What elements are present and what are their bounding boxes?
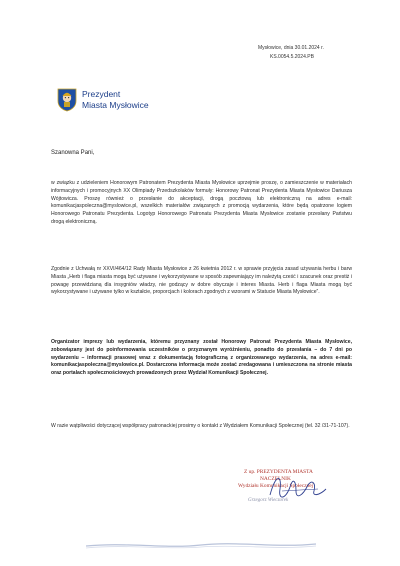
paragraph-contact: W razie wątpliwości dotyczącej współpracy patronackiej prosimy o kontakt z Wydziałem Komunikacji Społecznej (tel. 32 /31-71-107). (51, 423, 350, 429)
sender-city: Miasta Mysłowice (82, 100, 149, 110)
paragraph-resolution: Zgodnie z Uchwałą nr XXVI/464/12 Rady Miasta Mysłowice z 26 kwietnia 2012 r. w sprawie przyjęcia zasad używania herbu i barw Miasta „Herb i flaga miasta mogą być używane i wykorzystywane w sposób zapewniający im należytą cześć i szacunek oraz prestiż i powagę przewidzianą dla insygniów władzy, nie godzący w dobre obyczaje i interes Miasta. Herb i flaga Miasta mogą być wykorzystywane i używane tylko w kształcie, proporcjach i kolorach zgodnych z wzorami w Statucie Miasta Mysłowice”. (51, 266, 352, 296)
signature-stamp (230, 469, 360, 515)
paragraph-request: w związku z udzieleniem Honorowym Patronatem Prezydenta Miasta Mysłowice uprzejmie proszę, o zamieszczenie w materiałach informacyjnych i promocyjnych XX Olimpiady Przedszkolaków formuły: Honorowy Patronat Prezydenta Miasta Mysłowice Dariusza Wójtowicza. Proszę również o przesłanie do akceptacji, drogą pocztową lub elektroniczną na adres e-mail: komunikacjaspoleczna@myslowice.pl, wszelkich materiałów związanych z promocją wydarzenia, które będą opatrzone logiem Honorowego Patronatu Prezydenta. Logotyp Honorowego Patronatu Prezydenta Miasta Mysłowice zostanie przesłany Państwu drogą elektroniczną. (51, 180, 352, 225)
signatory-name: Grzegorz Wieczorek (248, 498, 289, 503)
stamp-line-title: NACZELNIK (260, 476, 291, 482)
salutation: Szanowna Pani, (51, 150, 95, 156)
city-crest-icon (57, 88, 77, 112)
paragraph-organizer-duties: Organizator imprezy lub wydarzenia, któremu przyznany został Honorowy Patronat Prezydenta Miasta Mysłowice, zobowiązany jest do poinformowania uczestników o przyznanym wyróżnieniu, ponadto do przesłania – do 7 dni po wydarzeniu – informacji prasowej wraz z dokumentacją fotograficzną z organizowanego wydarzenia, na adres e-mail: komunikacjaspoleczna@myslowice.pl. Dostarczona informacja może zostać zredagowana i umieszczona na stronie miasta oraz portalach społecznościowych prowadzonych przez Wydział Komunikacji Społecznej. (51, 339, 352, 377)
reference-number: KS.0054.5.2024.PB (270, 54, 314, 60)
stamp-line-department: Wydziału Komunikacji Społecznej (238, 483, 314, 489)
sender-title: Prezydent (82, 89, 121, 99)
stamp-line-authority: Z up. PREZYDENTA MIASTA (244, 469, 313, 475)
handwritten-signature (230, 469, 360, 515)
footer-decoration (86, 540, 316, 550)
letter-date: Mysłowice, dnia 30.01.2024 r. (258, 45, 324, 51)
